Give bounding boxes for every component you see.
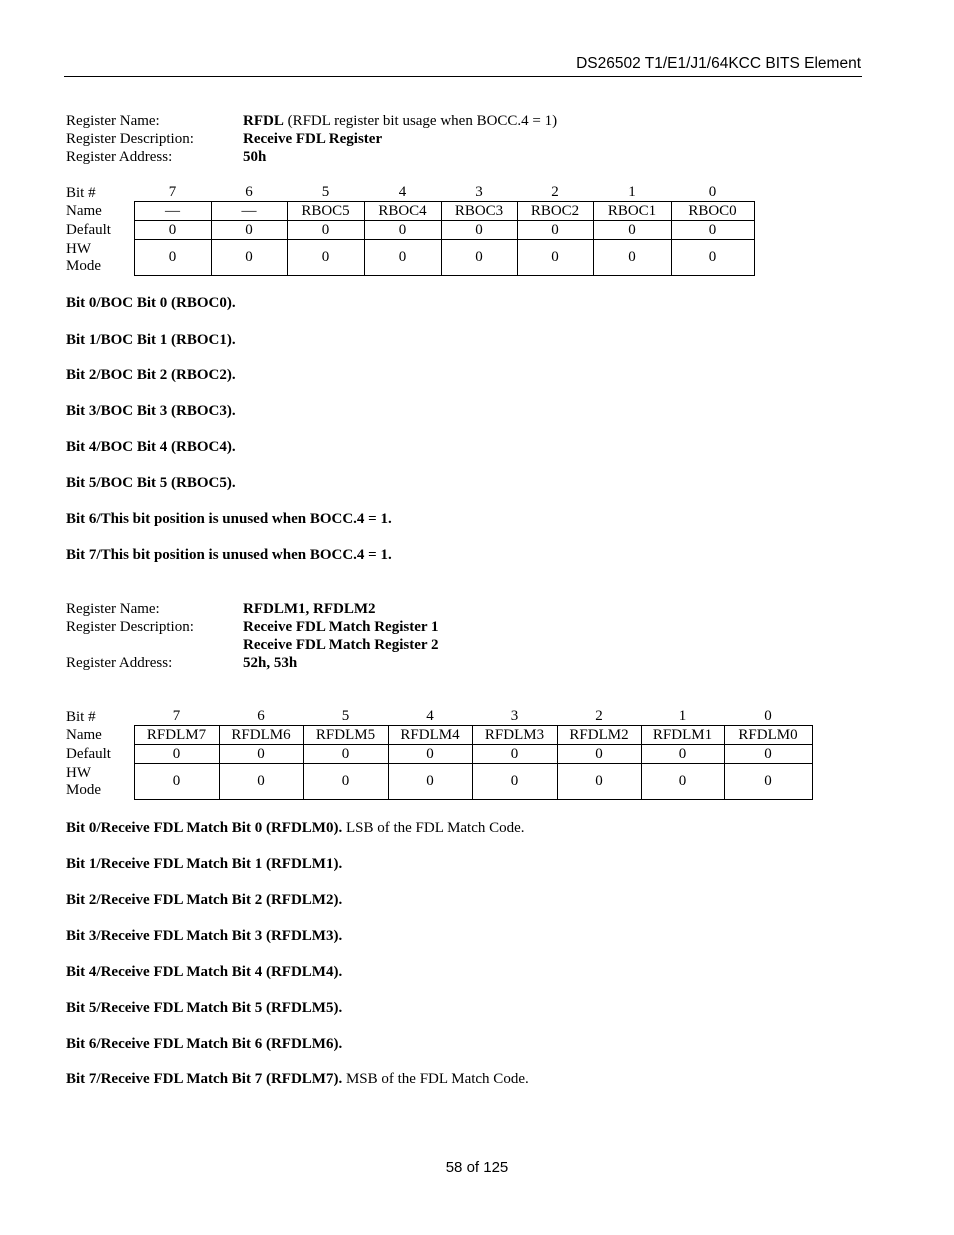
row-label-mode: Mode (66, 257, 101, 274)
hw-mode-cell: 0 (517, 240, 593, 276)
bit-name-cell: RBOC5 (287, 202, 364, 221)
bit-name-cell: RBOC3 (441, 202, 517, 221)
bit-number: 7 (172, 708, 181, 724)
bit-number: 2 (595, 708, 603, 724)
bit-number: 3 (475, 184, 483, 200)
default-cell: 0 (388, 745, 472, 764)
bit-name-cell: RFDLM6 (219, 726, 303, 745)
register-name-bold: RFDL (243, 113, 284, 129)
bit-name-cell: RBOC1 (593, 202, 671, 221)
row-label-name: Name (66, 726, 102, 743)
bit-number-row (66, 182, 754, 202)
bit-name-row (66, 726, 812, 745)
bit-description: Bit 6/This bit position is unused when BOCC.4 = 1. (66, 511, 392, 527)
hw-mode-cell: 0 (287, 240, 364, 276)
row-label-name: Name (66, 202, 102, 219)
bit-description: Bit 7/This bit position is unused when BOCC.4 = 1. (66, 547, 392, 563)
default-cell: 0 (134, 221, 211, 240)
register1-bit-table (66, 182, 755, 276)
hw-mode-cell: 0 (671, 240, 754, 276)
hw-mode-cell: 0 (472, 764, 557, 800)
register-name-label: Register Name: (66, 113, 160, 129)
default-cell: 0 (134, 745, 219, 764)
default-cell: 0 (472, 745, 557, 764)
default-cell: 0 (641, 745, 724, 764)
default-cell: 0 (671, 221, 754, 240)
bit-number: 2 (551, 184, 559, 200)
hw-mode-cell: 0 (219, 764, 303, 800)
bit-description: Bit 0/BOC Bit 0 (RBOC0). (66, 295, 236, 311)
bit-name-cell: RFDLM1 (641, 726, 724, 745)
bit-description-title: Bit 4/Receive FDL Match Bit 4 (RFDLM4). (66, 964, 343, 980)
hw-mode-cell: 0 (211, 240, 287, 276)
register-description-value: Receive FDL Match Register 2 (243, 637, 439, 653)
bit-number: 5 (321, 184, 330, 200)
bit-number-row (66, 706, 812, 726)
bit-name-cell: — (211, 202, 287, 221)
row-label-hw: HW (66, 764, 91, 781)
register-address-value: 50h (243, 149, 267, 165)
bit-description: Bit 5/BOC Bit 5 (RBOC5). (66, 475, 236, 491)
row-label-bit: Bit # (66, 708, 96, 725)
register-description-value: Receive FDL Match Register 1 (243, 619, 439, 635)
bit-name-cell: — (134, 202, 211, 221)
bit-description-text: MSB of the FDL Match Code. (342, 1071, 529, 1087)
bit-description-title: Bit 7/Receive FDL Match Bit 7 (RFDLM7). (66, 1071, 343, 1087)
header-divider (64, 76, 862, 77)
default-cell: 0 (303, 745, 388, 764)
bit-description: Bit 3/BOC Bit 3 (RBOC3). (66, 403, 236, 419)
default-cell: 0 (517, 221, 593, 240)
bit-number: 6 (257, 708, 265, 724)
row-label-hw-mode (66, 240, 134, 276)
bit-number: 1 (628, 184, 636, 200)
bit-name-cell: RBOC2 (517, 202, 593, 221)
hw-mode-cell: 0 (641, 764, 724, 800)
default-cell: 0 (593, 221, 671, 240)
default-cell: 0 (364, 221, 441, 240)
hw-mode-cell: 0 (593, 240, 671, 276)
bit-description (66, 1071, 529, 1088)
bit-description (66, 1036, 342, 1053)
bit-description (66, 856, 342, 873)
bit-description-title: Bit 0/Receive FDL Match Bit 0 (RFDLM0). (66, 820, 343, 836)
hw-mode-cell: 0 (364, 240, 441, 276)
bit-number: 3 (510, 708, 519, 724)
hw-mode-cell: 0 (441, 240, 517, 276)
hw-mode-row (66, 764, 812, 800)
bit-number: 0 (764, 708, 772, 724)
row-label-mode: Mode (66, 781, 101, 798)
bit-name-cell: RFDLM0 (724, 726, 812, 745)
hw-mode-cell: 0 (388, 764, 472, 800)
row-label-default: Default (66, 745, 111, 762)
register-description-value: Receive FDL Register (243, 131, 383, 147)
register-name-value (243, 112, 557, 130)
register-address-label: Register Address: (66, 149, 173, 165)
bit-number: 0 (708, 184, 717, 200)
page-number: 58 of 125 (445, 1159, 509, 1176)
bit-description (66, 928, 342, 945)
bit-description-text: LSB of the FDL Match Code. (342, 820, 525, 836)
hw-mode-cell: 0 (134, 240, 211, 276)
bit-number: 6 (245, 184, 253, 200)
bit-name-cell: RBOC0 (671, 202, 754, 221)
default-cell: 0 (441, 221, 517, 240)
bit-name-cell: RBOC4 (364, 202, 441, 221)
bit-description: Bit 1/BOC Bit 1 (RBOC1). (66, 332, 236, 348)
bit-description: Bit 4/BOC Bit 4 (RBOC4). (66, 439, 236, 455)
bit-number: 7 (168, 184, 177, 200)
register-description-label: Register Description: (66, 619, 194, 635)
bit-number: 5 (341, 708, 350, 724)
register-name-note: (RFDL register bit usage when BOCC.4 = 1) (283, 113, 558, 129)
row-label-bit: Bit # (66, 184, 96, 201)
bit-name-cell: RFDLM7 (134, 726, 219, 745)
bit-name-row (66, 202, 754, 221)
register-address-value: 52h, 53h (243, 655, 298, 671)
bit-number: 4 (398, 184, 407, 200)
bit-description-title: Bit 2/Receive FDL Match Bit 2 (RFDLM2). (66, 892, 343, 908)
row-label-hw-mode (66, 764, 134, 800)
register-name-label: Register Name: (66, 601, 160, 617)
bit-description-title: Bit 3/Receive FDL Match Bit 3 (RFDLM3). (66, 928, 343, 944)
bit-number: 4 (426, 708, 434, 724)
bit-name-cell: RFDLM3 (472, 726, 557, 745)
row-label-hw: HW (66, 240, 91, 257)
hw-mode-cell: 0 (134, 764, 219, 800)
row-label-default: Default (66, 221, 111, 238)
register-description-label: Register Description: (66, 131, 194, 147)
hw-mode-row (66, 240, 754, 276)
bit-description (66, 892, 342, 909)
bit-number: 1 (678, 708, 687, 724)
bit-description (66, 1000, 342, 1017)
bit-description (66, 964, 342, 981)
default-cell: 0 (724, 745, 812, 764)
bit-description (66, 820, 525, 837)
register2-bit-table (66, 706, 813, 800)
bit-description: Bit 2/BOC Bit 2 (RBOC2). (66, 367, 236, 383)
hw-mode-cell: 0 (303, 764, 388, 800)
register1-info (66, 112, 557, 166)
page-header-title: DS26502 T1/E1/J1/64KCC BITS Element (576, 55, 861, 72)
hw-mode-cell: 0 (557, 764, 641, 800)
default-cell: 0 (287, 221, 364, 240)
hw-mode-cell: 0 (724, 764, 812, 800)
default-cell: 0 (211, 221, 287, 240)
bit-name-cell: RFDLM2 (557, 726, 641, 745)
default-cell: 0 (557, 745, 641, 764)
default-cell: 0 (219, 745, 303, 764)
bit-description-title: Bit 6/Receive FDL Match Bit 6 (RFDLM6). (66, 1036, 343, 1052)
default-row (66, 221, 754, 240)
bit-description-title: Bit 5/Receive FDL Match Bit 5 (RFDLM5). (66, 1000, 343, 1016)
register-address-label: Register Address: (66, 655, 173, 671)
register2-info (66, 600, 439, 672)
bit-name-cell: RFDLM5 (303, 726, 388, 745)
default-row (66, 745, 812, 764)
register-name-value: RFDLM1, RFDLM2 (243, 601, 376, 617)
bit-name-cell: RFDLM4 (388, 726, 472, 745)
bit-description-title: Bit 1/Receive FDL Match Bit 1 (RFDLM1). (66, 856, 343, 872)
